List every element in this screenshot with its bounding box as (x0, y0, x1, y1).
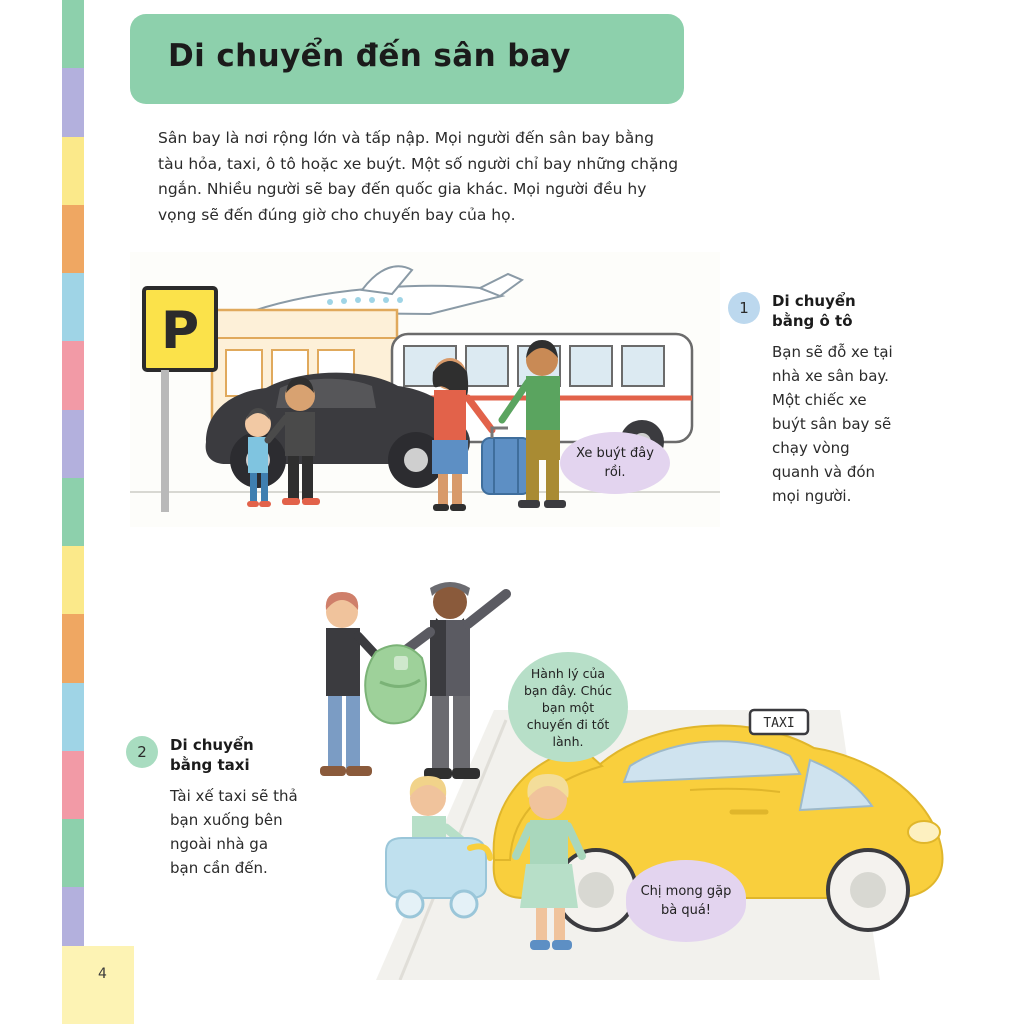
step-2-number: 2 (126, 736, 158, 768)
edge-strip-segment (62, 614, 84, 682)
edge-strip-segment (62, 683, 84, 751)
svg-text:P: P (160, 301, 200, 361)
step-1-heading: Di chuyển bằng ô tô (772, 292, 856, 330)
edge-strip-segment (62, 751, 84, 819)
edge-strip-segment (62, 478, 84, 546)
page-number-tab (62, 946, 134, 1024)
step-2-heading: Di chuyển bằng taxi (170, 736, 254, 774)
intro-paragraph: Sân bay là nơi rộng lớn và tấp nập. Mọi người đến sân bay bằng tàu hỏa, taxi, ô tô hoặc xe buýt. Một số người chỉ bay những chặng ngắn. Nhiều người sẽ bay đến quốc gia khác. Mọi người đều hy vọng sẽ đến đúng giờ cho chuyến bay của họ. (158, 129, 679, 224)
edge-color-strip (62, 0, 84, 1024)
edge-strip-segment (62, 819, 84, 887)
svg-text:TAXI: TAXI (763, 716, 795, 731)
speech-bubble-grandma: Chị mong gặp bà quá! (626, 860, 746, 942)
step-1-body: Bạn sẽ đỗ xe tại nhà xe sân bay. Một chiếc xe buýt sân bay sẽ chạy vòng quanh và đón mọi người. (772, 343, 893, 505)
speech-bubble-bus: Xe buýt đây rồi. (560, 432, 670, 494)
edge-strip-segment (62, 205, 84, 273)
edge-strip-segment (62, 68, 84, 136)
speech-bubble-luggage: Hành lý của bạn đây. Chúc bạn một chuyến đi tốt lành. (508, 652, 628, 762)
edge-strip-segment (62, 410, 84, 478)
step-1-number: 1 (728, 292, 760, 324)
page-number: 4 (98, 966, 107, 982)
edge-strip-segment (62, 546, 84, 614)
page-title: Di chuyển đến sân bay (168, 38, 571, 74)
edge-strip-segment (62, 137, 84, 205)
illustration-taxi-scene (280, 560, 960, 980)
illustration-2-svg (280, 560, 960, 980)
edge-strip-segment (62, 341, 84, 409)
edge-strip-segment (62, 273, 84, 341)
step-2-body: Tài xế taxi sẽ thả bạn xuống bên ngoài nhà ga bạn cần đến. (170, 787, 298, 877)
edge-strip-segment (62, 0, 84, 68)
